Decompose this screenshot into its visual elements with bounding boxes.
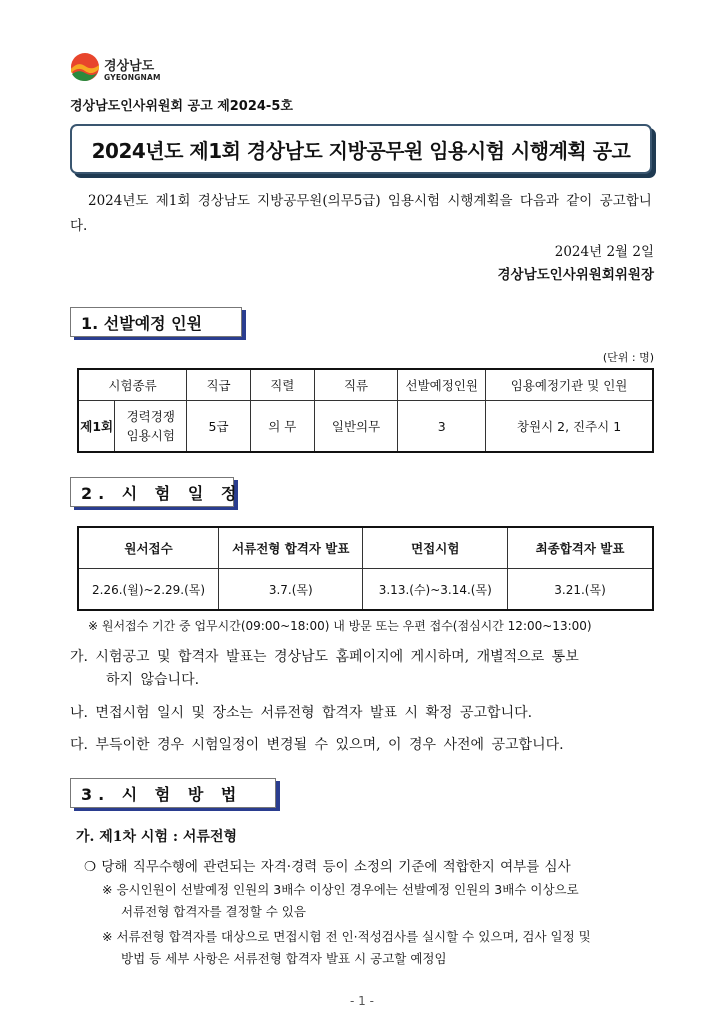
cell-grade: 5급 (187, 401, 251, 453)
item-na: 나. 면접시험 일시 및 장소는 서류전형 합격자 발표 시 확정 공고합니다. (70, 705, 533, 721)
table-header-row (78, 527, 653, 569)
cell-agencies: 창원시 2, 진주시 1 (486, 401, 653, 453)
header-document-result: 서류전형 합격자 발표 (219, 527, 363, 569)
header-agencies: 임용예정기관 및 인원 (486, 369, 653, 401)
gyeongnam-logo (70, 52, 180, 88)
header-grade: 직급 (187, 369, 251, 401)
schedule-note: ※ 원서접수 기간 중 업무시간(09:00~18:00) 내 방문 또는 우편 접수(점심시간 12:00~13:00) (88, 619, 592, 633)
recruitment-table (77, 368, 654, 453)
notice-date: 2024년 2월 2일 (554, 244, 654, 260)
title-box (70, 124, 652, 174)
cell-application-date: 2.26.(월)~2.29.(목) (78, 569, 219, 611)
gyeongnam-emblem-icon (70, 52, 100, 82)
table-row (78, 401, 653, 453)
section-2-heading: 2. 시 험 일 정 (70, 477, 234, 507)
intro-paragraph: 2024년도 제1회 경상남도 지방공무원(의무5급) 임용시험 시행계획을 다음과 같이 공고합니다. (70, 193, 652, 234)
header-exam-type: 시험종류 (78, 369, 187, 401)
method-1-heading: 가. 제1차 시험 : 서류전형 (76, 829, 237, 845)
cell-count: 3 (398, 401, 486, 453)
note-bullet-2-continued: 방법 등 세부 사항은 서류전형 합격자 발표 시 공고할 예정임 (121, 951, 447, 966)
note-bullet-1-continued: 서류전형 합격자를 결정할 수 있음 (121, 904, 306, 919)
section-3-heading: 3. 시 험 방 법 (70, 778, 276, 808)
notice-number: 경상남도인사위원회 공고 제2024-5호 (70, 99, 293, 114)
cell-round: 제1회 (78, 401, 115, 453)
schedule-table (77, 526, 654, 611)
header-application: 원서접수 (78, 527, 219, 569)
method-1-description: ❍ 당해 직무수행에 관련되는 자격·경력 등이 소정의 기준에 적합한지 여부를 심사 (84, 859, 571, 875)
cell-series: 의 무 (250, 401, 314, 453)
page-title: 2024년도 제1회 경상남도 지방공무원 임용시험 시행계획 공고 (91, 138, 631, 163)
logo-name-en: GYEONGNAM (104, 73, 161, 82)
header-count: 선발예정인원 (398, 369, 486, 401)
cell-final-result-date: 3.21.(목) (508, 569, 653, 611)
item-ga-continued: 하지 않습니다. (106, 672, 200, 688)
note-bullet-1: ※ 응시인원이 선발예정 인원의 3배수 이상인 경우에는 선발예정 인원의 3배수 이상으로 (102, 882, 579, 897)
item-ga: 가. 시험공고 및 합격자 발표는 경상남도 홈페이지에 게시하며, 개별적으로 통보 (70, 649, 579, 665)
header-series: 직렬 (250, 369, 314, 401)
logo-name-ko: 경상남도 (104, 59, 155, 74)
unit-label: (단위 : 명) (602, 351, 654, 364)
header-final-result: 최종합격자 발표 (508, 527, 653, 569)
signatory: 경상남도인사위원회위원장 (497, 267, 654, 283)
cell-exam-type-line2: 임용시험 (126, 428, 175, 443)
table-header-row (78, 369, 653, 401)
header-interview: 면접시험 (363, 527, 508, 569)
page-number: - 1 - (350, 994, 374, 1008)
item-da: 다. 부득이한 경우 시험일정이 변경될 수 있으며, 이 경우 사전에 공고합니다. (70, 737, 564, 753)
cell-exam-type (115, 401, 187, 453)
note-bullet-2: ※ 서류전형 합격자를 대상으로 면접시험 전 인·적성검사를 실시할 수 있으며, 검사 일정 및 (102, 929, 591, 944)
cell-exam-type-line1: 경력경쟁 (126, 409, 175, 424)
cell-document-result-date: 3.7.(목) (219, 569, 363, 611)
header-category: 직류 (314, 369, 398, 401)
cell-category: 일반의무 (314, 401, 398, 453)
cell-interview-date: 3.13.(수)~3.14.(목) (363, 569, 508, 611)
section-1-heading: 1. 선발예정 인원 (70, 307, 242, 337)
table-row (78, 569, 653, 611)
